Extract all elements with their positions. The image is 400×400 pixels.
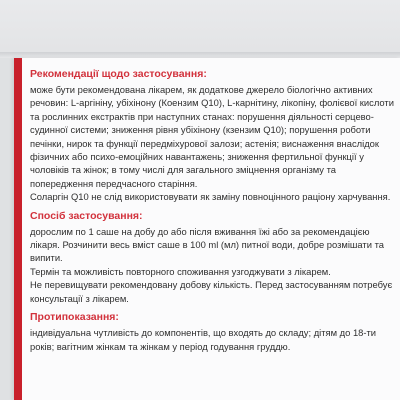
section-heading: Спосіб застосування: xyxy=(30,209,143,222)
section-usage xyxy=(30,210,396,305)
section-paragraph: дорослим по 1 саше на добу до або після вживання їжі або за рекомендацією лікаря. Розчинити весь вміст саше в 100 ml (мл) питної води, добре розмішати та випити. xyxy=(30,225,384,264)
instructions-content xyxy=(30,68,396,359)
section-paragraph: Не перевищувати рекомендовану добову кількість. Перед застосуванням потребує консультації з лікарем. xyxy=(30,279,393,304)
section-paragraph: Термін та можливість повторного споживання узгоджувати з лікарем. xyxy=(30,265,331,277)
section-paragraph: Соларгін Q10 не слід використовувати як заміну повноцінного раціону харчування. xyxy=(30,191,391,203)
section-recommendations xyxy=(30,68,396,204)
section-paragraph: може бути рекомендована лікарем, як додаткове джерело біологічно активних речовин: L-аргініну, убіхінону (Коензим Q10), L-карнітину, лікопіну, фолієвої кислоти та рослинних екстрактів при наступних станах: порушення діяльності серцево-судинної системи; зниження рівня убіхінону (кзензим Q10); порушення роботи печінки, нирок та функції передміхурової залози; астенія; виснаження внаслідок фізичних або психо-емоційних навантажень; зниження фертильної функції у чоловіків та жінок; в тому числі для загального зміцнення організму та попередження передчасного старіння. xyxy=(30,84,394,189)
section-contraindications xyxy=(30,311,396,353)
box-top-lid xyxy=(0,0,400,58)
section-heading: Протипоказання: xyxy=(30,311,119,324)
package-panel xyxy=(14,58,400,400)
section-paragraph: індивідуальна чутливість до компонентів, що входять до складу; дітям до 18-ти років; вагітним жінкам та жінкам у період годування груддю. xyxy=(30,327,377,352)
red-accent-stripe xyxy=(14,58,22,400)
section-heading: Рекомендації щодо застосування: xyxy=(30,68,207,80)
